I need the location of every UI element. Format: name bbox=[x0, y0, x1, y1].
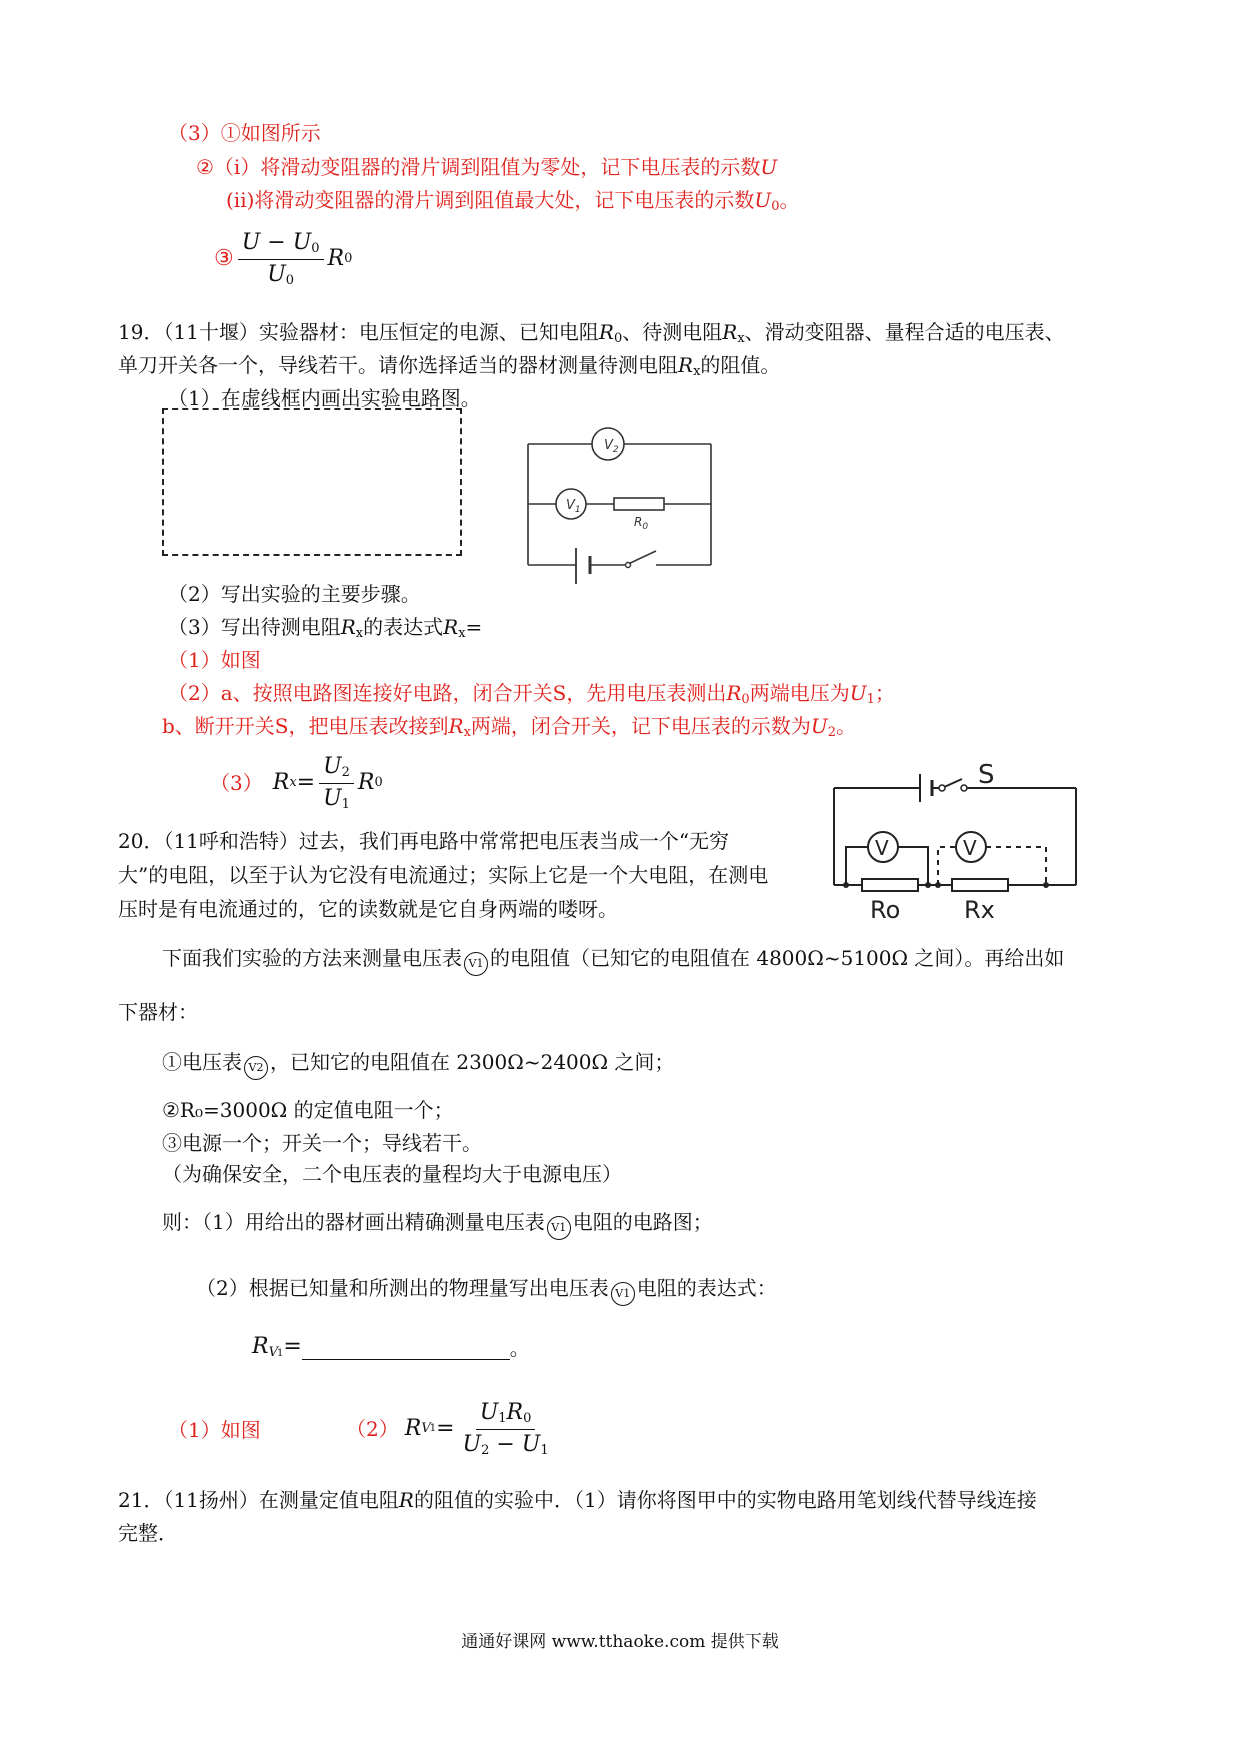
q19-line1: 19．（11十堰）实验器材：电压恒定的电源、已知电阻$R_0$、待测电阻$R_x$、滑动变阻器、量程合适的电压表、 bbox=[118, 320, 1065, 346]
v2-meter-icon: V2 bbox=[244, 1056, 268, 1080]
q19-answer-box bbox=[162, 408, 462, 556]
q19-sub3: （3）写出待测电阻$R_x$的表达式$R_x=$ bbox=[168, 615, 483, 641]
q20-ans2-formula: （2） R V 1 = $\frac{U_1R_0}{U_2 - U_1}$ bbox=[346, 1400, 557, 1458]
svg-text:R0: $R_0$ bbox=[634, 515, 649, 532]
ans18-formula-mark: ③ bbox=[214, 245, 234, 271]
q20-blank-formula: R $_V$ 1 = 。 bbox=[252, 1334, 530, 1361]
q19-ans2b: b、断开开关S，把电压表改接到$R_x$两端，闭合开关，记下电压表的示数为$U_2$。 bbox=[162, 714, 857, 740]
v1-meter-icon: V1 bbox=[611, 1282, 635, 1306]
q19-ans2a: （2）a、按照电路图连接好电路，闭合开关S，先用电压表测出$R_0$两端电压为$U_1$； bbox=[168, 681, 895, 707]
q20-ans1: （1）如图 bbox=[168, 1418, 261, 1442]
ans18-step-i: ②（i）将滑动变阻器的滑片调到阻值为零处，记下电压表的示数U bbox=[196, 155, 778, 179]
q21-line2: 完整． bbox=[118, 1521, 178, 1545]
q19-ans1: （1）如图 bbox=[168, 648, 261, 672]
q20-line1: 下面我们实验的方法来测量电压表 V1 的电阻值（已知它的电阻值在 4800Ω~5100Ω 之间）。再给出如 bbox=[162, 946, 1064, 976]
svg-text:V: V bbox=[875, 836, 889, 860]
q19-ans3-formula: （3） R x = $\frac{U_2}{U_1}$ R 0 bbox=[210, 754, 383, 812]
svg-text:Rx: Rx bbox=[964, 896, 995, 924]
svg-text:S: S bbox=[978, 760, 995, 790]
ans18-part3-figure: （3）①如图所示 bbox=[168, 121, 321, 145]
q20-answer-blank[interactable] bbox=[302, 1335, 510, 1360]
q20-line2: 下器材： bbox=[118, 1000, 198, 1024]
q19-line2: 单刀开关各一个，导线若干。请你选择适当的器材测量待测电阻$R_x$的阻值。 bbox=[118, 353, 781, 379]
ans18-step-ii: (ii)将滑动变阻器的滑片调到阻值最大处，记下电压表的示数$U_0$。 bbox=[226, 188, 800, 214]
q19-answer-circuit-figure bbox=[828, 752, 1082, 924]
q21-line1: 21．（11扬州）在测量定值电阻R的阻值的实验中．（1）请你将图甲中的实物电路用笔划线代替导线连接 bbox=[118, 1488, 1037, 1512]
svg-text:V: V bbox=[963, 836, 977, 860]
q20-note: （为确保安全，二个电压表的量程均大于电源电压） bbox=[162, 1162, 622, 1186]
ans18-fraction: $\frac{U - U_0}{U_0}$ bbox=[238, 230, 324, 288]
q20-material1: ①电压表 V2 ，已知它的电阻值在 2300Ω~2400Ω 之间； bbox=[162, 1050, 674, 1080]
v1-meter-icon: V1 bbox=[464, 952, 488, 976]
svg-text:Ro: Ro bbox=[870, 896, 901, 924]
q20-q2: （2）根据已知量和所测出的物理量写出电压表 V1 电阻的表达式： bbox=[196, 1276, 777, 1306]
q19-ans3-fraction: $\frac{U_2}{U_1}$ bbox=[319, 754, 354, 812]
q20-material2: ②R₀=3000Ω 的定值电阻一个； bbox=[162, 1098, 454, 1122]
q19-fig2-rx-resistor bbox=[952, 879, 1008, 891]
q19-fig-r0-resistor bbox=[614, 498, 664, 510]
q19-fig2-r0-resistor bbox=[862, 879, 918, 891]
svg-text:V2: $V_2$ bbox=[604, 438, 619, 455]
q20-material3: ③电源一个；开关一个；导线若干。 bbox=[162, 1131, 482, 1155]
q19-sub1: （1）在虚线框内画出实验电路图。 bbox=[168, 386, 481, 410]
v1-meter-icon: V1 bbox=[547, 1216, 571, 1240]
q20-intro: 20．（11呼和浩特）过去，我们再电路中常常把电压表当成一个“无穷大”的电阻，以至于认为它没有电流通过；实际上它是一个大电阻，在测电压时是有电流通过的，它的读数就是它自身两端的喽呀。 bbox=[118, 829, 769, 921]
q20-ans2-fraction: $\frac{U_1R_0}{U_2 - U_1}$ bbox=[462, 1400, 549, 1458]
svg-text:V1: $V_1$ bbox=[566, 498, 581, 515]
footer-source: 通通好课网 www.tthaoke.com 提供下载 bbox=[461, 1632, 779, 1652]
q19-circuit-figure bbox=[520, 420, 720, 592]
q19-sub2: （2）写出实验的主要步骤。 bbox=[168, 582, 421, 606]
q20-q1: 则：（1）用给出的器材画出精确测量电压表 V1 电阻的电路图； bbox=[162, 1210, 713, 1240]
ans18-formula: ③ $\frac{U - U_0}{U_0}$ R 0 bbox=[214, 230, 353, 288]
